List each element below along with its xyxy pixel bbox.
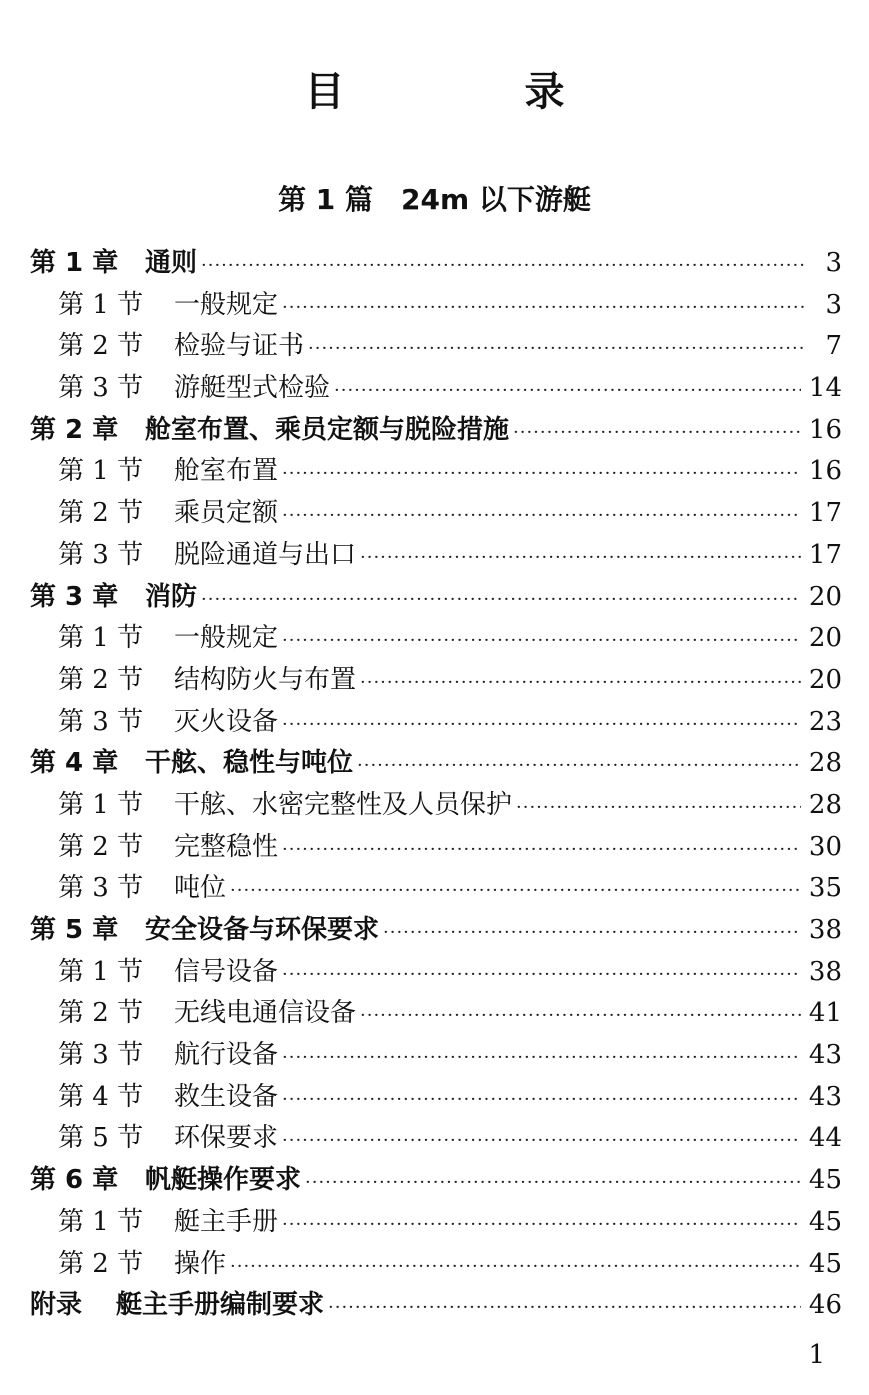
entry-number: 第 1 节 xyxy=(58,623,144,654)
entry-page-number: 16 xyxy=(808,414,842,445)
entry-number: 第 2 节 xyxy=(58,1248,144,1279)
entry-title: 一般规定 xyxy=(174,623,279,654)
entry-number: 第 1 节 xyxy=(58,456,144,487)
dot-leader xyxy=(513,412,801,454)
entry-label xyxy=(30,243,197,285)
dot-leader xyxy=(360,537,801,579)
entry-label xyxy=(58,952,278,994)
entry-label xyxy=(58,368,330,410)
entry-label xyxy=(58,702,278,744)
entry-number: 第 3 节 xyxy=(58,873,144,904)
toc-section-entry[interactable] xyxy=(30,1077,842,1119)
dot-leader xyxy=(282,1079,801,1121)
entry-number: 第 1 节 xyxy=(58,289,144,320)
entry-number: 附录 xyxy=(30,1290,83,1321)
entry-number: 第 3 节 xyxy=(58,539,144,570)
entry-number: 第 2 节 xyxy=(58,998,144,1029)
entry-number: 第 2 节 xyxy=(58,331,144,362)
part-heading: 第 1 篇 24m 以下游艇 xyxy=(278,183,591,216)
dot-leader xyxy=(360,995,801,1037)
entry-title: 无线电通信设备 xyxy=(174,998,357,1029)
toc-section-entry[interactable] xyxy=(30,1035,842,1077)
entry-title: 乘员定额 xyxy=(174,498,279,529)
entry-page-number: 38 xyxy=(808,956,842,987)
entry-title: 艇主手册 xyxy=(174,1206,279,1237)
entry-label xyxy=(58,1202,278,1244)
entry-number: 第 2 节 xyxy=(58,498,144,529)
entry-label xyxy=(58,535,356,577)
entry-page-number: 45 xyxy=(808,1206,842,1237)
entry-title: 消防 xyxy=(145,581,198,612)
toc-section-entry[interactable] xyxy=(30,618,842,660)
toc-section-entry[interactable] xyxy=(30,493,842,535)
entry-title: 灭火设备 xyxy=(174,706,279,737)
toc-section-entry[interactable] xyxy=(30,451,842,493)
entry-label xyxy=(58,785,512,827)
dot-leader xyxy=(230,1246,801,1288)
toc-title: 目 录 xyxy=(304,69,635,115)
entry-page-number: 7 xyxy=(825,331,842,362)
toc-section-entry[interactable] xyxy=(30,952,842,994)
toc-section-entry[interactable] xyxy=(30,368,842,410)
entry-number: 第 3 章 xyxy=(30,581,119,612)
entry-number: 第 2 节 xyxy=(58,664,144,695)
entry-title: 救生设备 xyxy=(174,1081,279,1112)
entry-number: 第 1 节 xyxy=(58,1206,144,1237)
toc-section-entry[interactable] xyxy=(30,660,842,702)
entry-page-number: 45 xyxy=(808,1248,842,1279)
dot-leader xyxy=(282,704,801,746)
entry-label xyxy=(58,618,278,660)
entry-number: 第 3 节 xyxy=(58,706,144,737)
entry-title: 艇主手册编制要求 xyxy=(116,1290,325,1321)
dot-leader xyxy=(230,870,801,912)
dot-leader xyxy=(357,745,801,787)
dot-leader xyxy=(282,1120,801,1162)
entry-label xyxy=(58,827,278,869)
entry-page-number: 20 xyxy=(808,664,842,695)
entry-number: 第 3 节 xyxy=(58,1040,144,1071)
entry-page-number: 41 xyxy=(808,998,842,1029)
entry-title: 舱室布置、乘员定额与脱险措施 xyxy=(145,414,510,445)
dot-leader xyxy=(282,954,801,996)
dot-leader xyxy=(516,787,801,829)
entry-number: 第 2 节 xyxy=(58,831,144,862)
entry-page-number: 43 xyxy=(808,1040,842,1071)
toc-section-entry[interactable] xyxy=(30,285,842,327)
entry-title: 通则 xyxy=(145,248,198,278)
entry-page-number: 35 xyxy=(808,873,842,904)
entry-label xyxy=(30,1160,301,1202)
dot-leader xyxy=(328,1287,801,1329)
entry-title: 干舷、稳性与吨位 xyxy=(145,748,354,779)
entry-page-number: 30 xyxy=(808,831,842,862)
entry-label xyxy=(58,451,278,493)
toc-section-entry[interactable] xyxy=(30,1202,842,1244)
entry-label xyxy=(30,1285,324,1327)
dot-leader xyxy=(334,370,801,412)
entry-title: 脱险通道与出口 xyxy=(174,539,357,570)
entry-page-number: 20 xyxy=(808,623,842,654)
toc-chapter-entry[interactable] xyxy=(30,743,842,785)
entry-number: 第 4 章 xyxy=(30,748,119,779)
entry-label xyxy=(58,1118,278,1160)
entry-page-number: 28 xyxy=(808,748,842,779)
toc-section-entry[interactable] xyxy=(30,326,842,368)
entry-page-number: 17 xyxy=(808,498,842,529)
entry-title: 一般规定 xyxy=(174,289,279,320)
entry-title: 航行设备 xyxy=(174,1040,279,1071)
entry-label xyxy=(58,868,226,910)
toc-chapter-entry[interactable] xyxy=(30,243,842,285)
dot-leader xyxy=(305,1162,801,1204)
entry-label xyxy=(30,577,197,619)
entry-number: 第 5 章 xyxy=(30,915,119,945)
entry-number: 第 1 节 xyxy=(58,789,144,820)
entry-title: 结构防火与布置 xyxy=(174,664,357,695)
toc-appendix-entry[interactable] xyxy=(30,1285,842,1327)
dot-leader xyxy=(201,579,801,621)
entry-page-number: 43 xyxy=(808,1081,842,1112)
entry-title: 环保要求 xyxy=(174,1123,279,1154)
entry-page-number: 44 xyxy=(808,1123,842,1154)
toc-section-entry[interactable] xyxy=(30,702,842,744)
dot-leader xyxy=(282,1037,801,1079)
entry-title: 安全设备与环保要求 xyxy=(145,915,380,945)
entry-number: 第 6 章 xyxy=(30,1165,119,1196)
entry-page-number: 23 xyxy=(808,706,842,737)
entry-title: 干舷、水密完整性及人员保护 xyxy=(174,789,513,820)
entry-number: 第 5 节 xyxy=(58,1123,144,1154)
toc-chapter-entry[interactable] xyxy=(30,410,842,452)
toc-section-entry[interactable] xyxy=(30,785,842,827)
dot-leader xyxy=(308,328,804,370)
entry-page-number: 14 xyxy=(808,373,842,404)
entry-title: 舱室布置 xyxy=(174,456,279,487)
entry-label xyxy=(58,660,356,702)
dot-leader xyxy=(282,829,801,871)
entry-label xyxy=(58,1035,278,1077)
entry-number: 第 2 章 xyxy=(30,414,119,445)
entry-title: 操作 xyxy=(174,1248,227,1279)
toc-chapter-entry[interactable] xyxy=(30,910,842,952)
toc-chapter-entry[interactable] xyxy=(30,1160,842,1202)
dot-leader xyxy=(282,453,801,495)
entry-page-number: 45 xyxy=(808,1165,842,1196)
dot-leader xyxy=(282,1204,801,1246)
entry-number: 第 1 章 xyxy=(30,248,119,278)
entry-number: 第 1 节 xyxy=(58,956,144,987)
dot-leader xyxy=(282,495,801,537)
toc-section-entry[interactable] xyxy=(30,993,842,1035)
entry-title: 检验与证书 xyxy=(174,331,305,362)
entry-label xyxy=(58,1244,226,1286)
page-number: 1 xyxy=(808,1340,825,1370)
entry-page-number: 17 xyxy=(808,539,842,570)
entry-number: 第 3 节 xyxy=(58,373,144,404)
table-of-contents xyxy=(30,243,842,1327)
toc-section-entry[interactable] xyxy=(30,535,842,577)
entry-page-number: 28 xyxy=(808,789,842,820)
toc-section-entry[interactable] xyxy=(30,827,842,869)
entry-page-number: 3 xyxy=(825,289,842,320)
entry-title: 游艇型式检验 xyxy=(174,373,331,404)
dot-leader xyxy=(201,245,804,287)
dot-leader xyxy=(383,912,801,954)
entry-page-number: 20 xyxy=(808,581,842,612)
entry-label xyxy=(58,285,278,327)
entry-label xyxy=(30,910,379,952)
entry-label xyxy=(30,410,509,452)
entry-label xyxy=(58,1077,278,1119)
entry-page-number: 16 xyxy=(808,456,842,487)
dot-leader xyxy=(282,287,804,329)
entry-label xyxy=(58,493,278,535)
entry-page-number: 46 xyxy=(808,1290,842,1321)
toc-section-entry[interactable] xyxy=(30,1244,842,1286)
entry-title: 信号设备 xyxy=(174,956,279,987)
entry-page-number: 3 xyxy=(825,248,842,278)
toc-section-entry[interactable] xyxy=(30,868,842,910)
toc-section-entry[interactable] xyxy=(30,1118,842,1160)
entry-title: 完整稳性 xyxy=(174,831,279,862)
entry-title: 吨位 xyxy=(174,873,227,904)
entry-title: 帆艇操作要求 xyxy=(145,1165,302,1196)
entry-label xyxy=(58,993,356,1035)
entry-number: 第 4 节 xyxy=(58,1081,144,1112)
toc-chapter-entry[interactable] xyxy=(30,577,842,619)
dot-leader xyxy=(360,662,801,704)
dot-leader xyxy=(282,620,801,662)
entry-label xyxy=(30,743,353,785)
entry-page-number: 38 xyxy=(808,915,842,945)
entry-label xyxy=(58,326,304,368)
